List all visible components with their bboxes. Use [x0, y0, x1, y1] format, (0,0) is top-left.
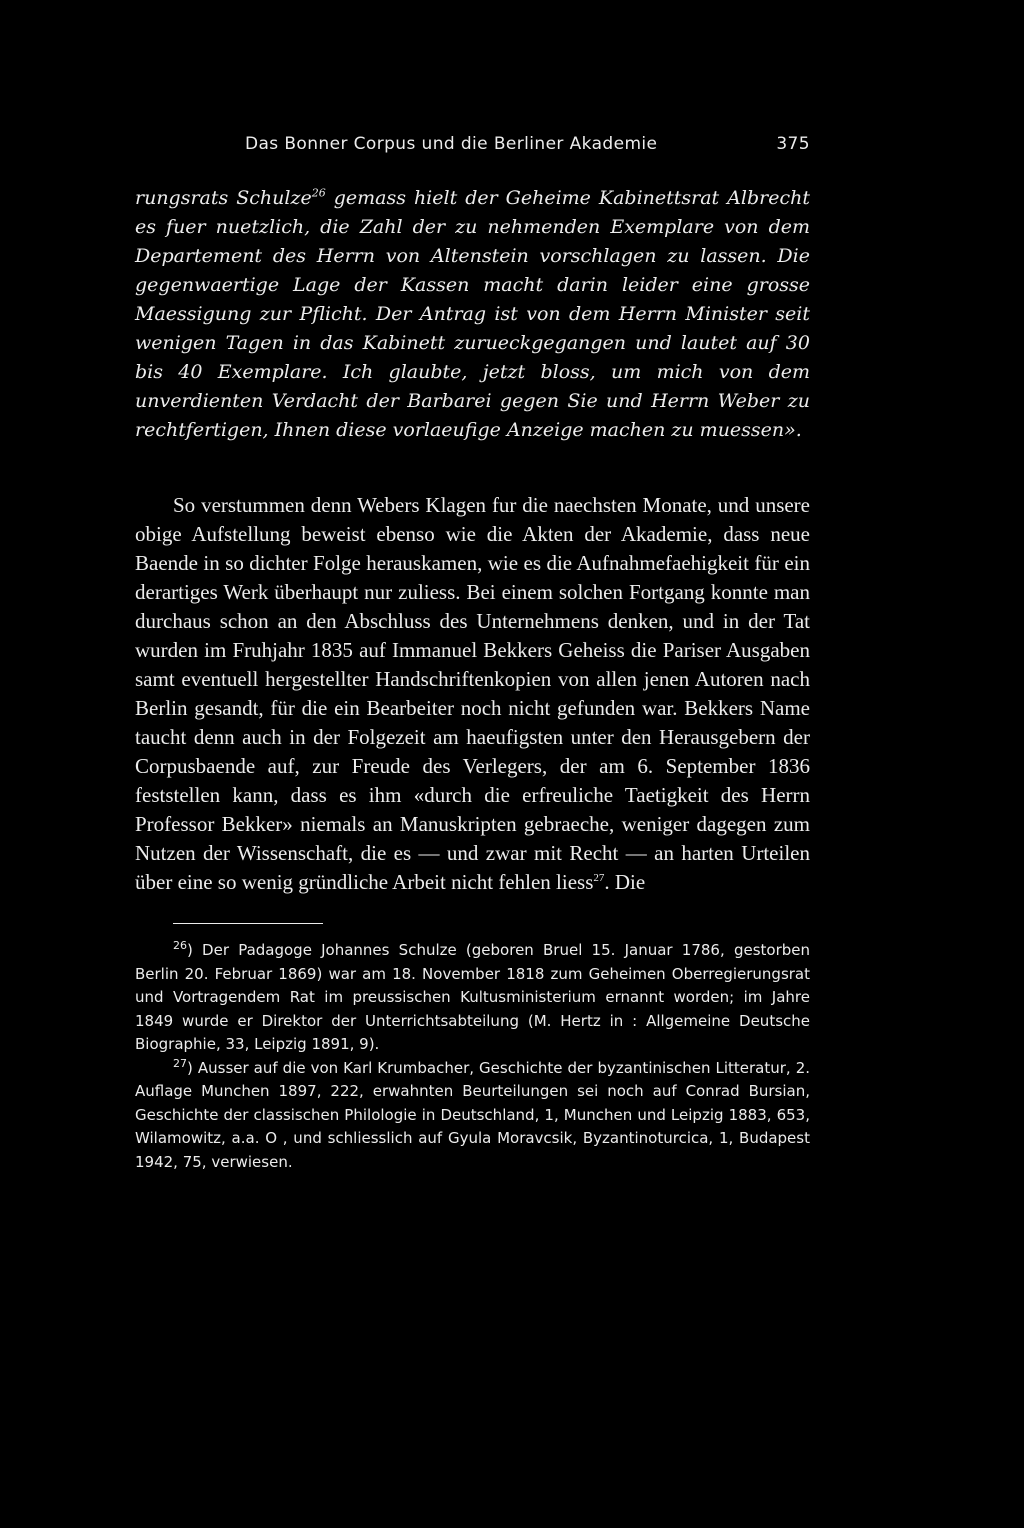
- paragraph-text-start: So verstummen denn Webers Klagen fur die naechsten Monate, und unsere obige Aufstellung beweist ebenso wie die Akten der Akademie, dass neue Baende in so dichter Folge herauskamen, wie es die Aufnahmefaehigkeit für ein derartiges Werk überhaupt nur zuliess. Bei einem solchen Fortgang konnte man durchaus schon an den Abschluss des Unternehmens denken, und in der Tat wurden im Fruhjahr 1835 auf Immanuel Bekkers Geheiss die Pariser Ausgaben samt eventuell hergestellter Handschriftenkopien von allen jenen Autoren nach Berlin gesandt, für die ein Bearbeiter noch nicht gefunden war. Bekkers Name taucht denn auch in der Folgezeit am haeufigsten unter den Herausgebern der Corpusbaende auf, zur Freude des Verlegers, der am 6. September 1836 feststellen kann, dass es ihm «durch die erfreuliche Taetigkeit des Herrn Professor Bekker» niemals an Manuskripten gebraeche, weniger dagegen zum Nutzen der Wissenschaft, die es — und zwar mit Recht — an harten Urteilen über eine so wenig gründliche Arbeit nicht fehlen liess: [135, 493, 810, 894]
- quote-text-start: rungsrats Schulze: [135, 187, 312, 209]
- quote-text-end: gemass hielt der Geheime Kabinettsrat Albrecht es fuer nuetzlich, die Zahl der zu nehmenden Exemplare von dem Departement des Herrn von Altenstein vorschlagen zu lassen. Die gegenwaertige Lage der Kassen macht darin leider eine grosse Maessigung zur Pflicht. Der Antrag ist von dem Herrn Minister seit wenigen Tagen in das Kabinett zurueckgegangen und lautet auf 30 bis 40 Exemplare. Ich glaubte, jetzt bloss, um mich von dem unverdienten Verdacht der Barbarei gegen Sie und Herrn Weber zu rechtfertigen, Ihnen diese vorlaeufige Anzeige machen zu muessen».: [135, 187, 810, 441]
- footnote-26: [135, 939, 810, 1057]
- footnote-27: [135, 1057, 810, 1175]
- body-paragraph: [135, 491, 810, 897]
- page-number: 375: [776, 134, 810, 154]
- footnote-text: ) Der Padagoge Johannes Schulze (geboren Bruel 15. Januar 1786, gestorben Berlin 20. Februar 1869) war am 18. November 1818 zum Geheimen Oberregierungsrat und Vortragendem Rat im preussischen Kultusministerium ernannt worden; im Jahre 1849 wurde er Direktor der Unterrichtsabteilung (M. Hertz in : Allgemeine Deutsche Biographie, 33, Leipzig 1891, 9).: [135, 941, 810, 1053]
- running-head: [135, 134, 810, 154]
- footnote-marker-27: 27: [593, 872, 605, 884]
- book-page: [135, 134, 810, 1174]
- footnote-number: 27: [173, 1056, 187, 1070]
- footnote-text: ) Ausser auf die von Karl Krumbacher, Geschichte der byzantinischen Litteratur, 2. Auflage Munchen 1897, 222, erwahnten Beurteilungen sei noch auf Conrad Bursian, Geschichte der classischen Philologie in Deutschland, 1, Munchen und Leipzig 1883, 653, Wilamowitz, a.a. O , und schliesslich auf Gyula Moravcsik, Byzantinoturcica, 1, Budapest 1942, 75, verwiesen.: [135, 1058, 810, 1171]
- footnote-divider: [173, 923, 323, 924]
- quoted-letter-text: [135, 184, 810, 445]
- paragraph-text-end: . Die: [604, 870, 646, 894]
- footnote-marker-26: 26: [311, 186, 326, 200]
- running-title: Das Bonner Corpus und die Berliner Akademie: [245, 134, 658, 154]
- footnote-number: 26: [173, 939, 187, 952]
